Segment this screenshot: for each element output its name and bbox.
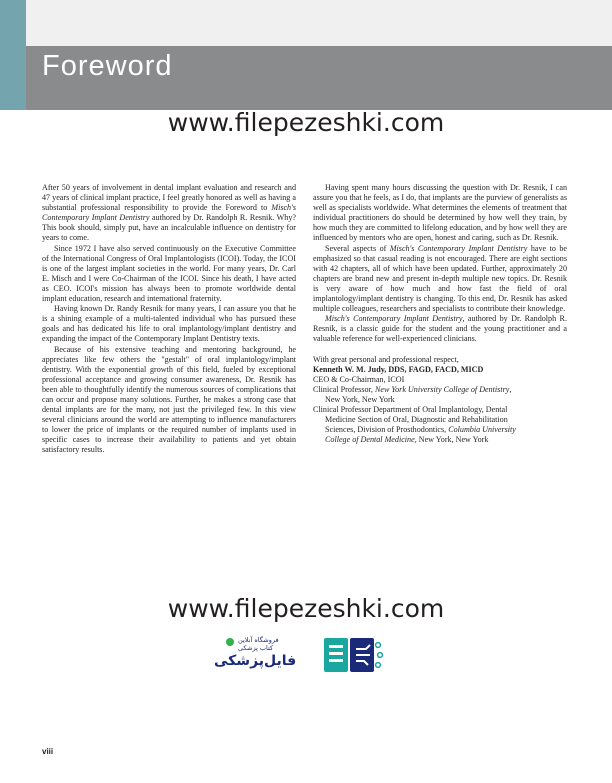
author-role-line: Sciences, Division of Prosthodontics, Columbia University [325, 425, 516, 435]
left-column [42, 183, 296, 456]
paragraph: Several aspects of Misch's Contemporary Implant Dentistry have to be emphasized so that casual reading is not encouraged. There are eight sections with 42 chapters, all of which have been updated. Further, approximately 20 chapters are brand new and present in-depth multiple new topics. Dr. Resnik is very aware of how much and how fast the field of oral implantology/implant dentistry is changing. To this end, Dr. Resnik has asked multiple colleagues, researchers and specialists to contribute their knowledge. [313, 243, 567, 314]
page-number: viii [42, 747, 54, 756]
right-column [313, 183, 567, 445]
author-role-city: New York, New York [325, 394, 395, 404]
paragraph: Since 1972 I have also served continuously on the Executive Committee of the International Congress of Oral Implantologists (ICOI). Today, the ICOI is one of the largest implant societies in the world. For many years, Dr. Carl E. Misch and I were Co-Chairman of the ICOI. Since his death, I have acted as CEO. ICOI's mission has always been to promote worldwide dental implant education, research and international fraternity. [42, 243, 296, 304]
paragraph: Because of his extensive teaching and mentoring background, he appreciates like few others the "gestalt" of oral implantology/implant dentistry. With the exponential growth of this field, fueled by exceptional professional acceptance and growing consumer awareness, Dr. Resnik has been able to thoughtfully identify the numerous sources of complications that can occur and propose many solutions. Further, he makes a strong case that dental implants are for the many, not just the privileged few. In this view several clinicians around the world are attempting to influence manufacturers to lower the price of implants or the required number of implants used in specific cases to increase their availability to patients and yet obtain satisfactory results. [42, 344, 296, 455]
author-role-line: College of Dental Medicine, New York, New York [325, 435, 489, 445]
header-light-strip [26, 0, 612, 46]
logo-subtitle: فروشگاه آنلاین [238, 636, 279, 644]
watermark-top: www.filepezeshki.com [167, 108, 445, 137]
header-band [0, 0, 612, 110]
watermark-bottom: www.filepezeshki.com [167, 594, 445, 623]
page-title: Foreword [42, 50, 173, 82]
author-role-line: Medicine Section of Oral, Diagnostic and Rehabilitation [325, 415, 508, 425]
author-name: Kenneth W. M. Judy, DDS, FAGD, FACD, MICD [313, 364, 484, 374]
author-role: Clinical Professor, New York University College of Dentistry, [313, 384, 512, 394]
paragraph: After 50 years of involvement in dental implant evaluation and research and 47 years of clinical implant practice, I feel greatly honored as well as having a substantial professional responsibility to provide the Foreword to Misch's Contemporary Implant Dentistry authored by Dr. Randolph R. Resnik. Why? This book should, simply put, have an incalculable influence on dentistry for years to come. [42, 183, 296, 243]
logo-subtitle: کتاب‌ پزشکی [238, 644, 274, 652]
paragraph: Having spent many hours discussing the question with Dr. Resnik, I can assure you that he feels, as I do, that implants are the purview of generalists as well as specialists worldwide. What determines the elements of treatment that individual practitioners do should be determined by how well they train, by how much they are committed to lifelong education, and by how well they are influenced by mentors who are open, honest and caring, such as Dr. Resnik. [313, 183, 567, 243]
paragraph: Having known Dr. Randy Resnik for many years, I can assure you that he is a shining example of a multi-talented individual who has pursued these goals and has dedicated his life to oral implantology/implant dentistry and expanding the impact of the Contemporary Implant Dentistry texts. [42, 304, 296, 344]
filepezeshki-logo [210, 634, 410, 680]
logo-wordmark: فایل‌پزشکی [214, 653, 297, 669]
closing-line: With great personal and professional respect, [313, 354, 459, 364]
author-role: CEO & Co-Chairman, ICOI [313, 374, 405, 384]
author-role: Clinical Professor Department of Oral Implantology, Dental [313, 404, 508, 414]
header-teal-strip [0, 0, 26, 110]
paragraph: Misch's Contemporary Implant Dentistry, authored by Dr. Randolph R. Resnik, is a classic guide for the student and the young practitioner and a valuable reference for well-experienced clinicians. [313, 314, 567, 344]
signature-block [313, 355, 567, 446]
